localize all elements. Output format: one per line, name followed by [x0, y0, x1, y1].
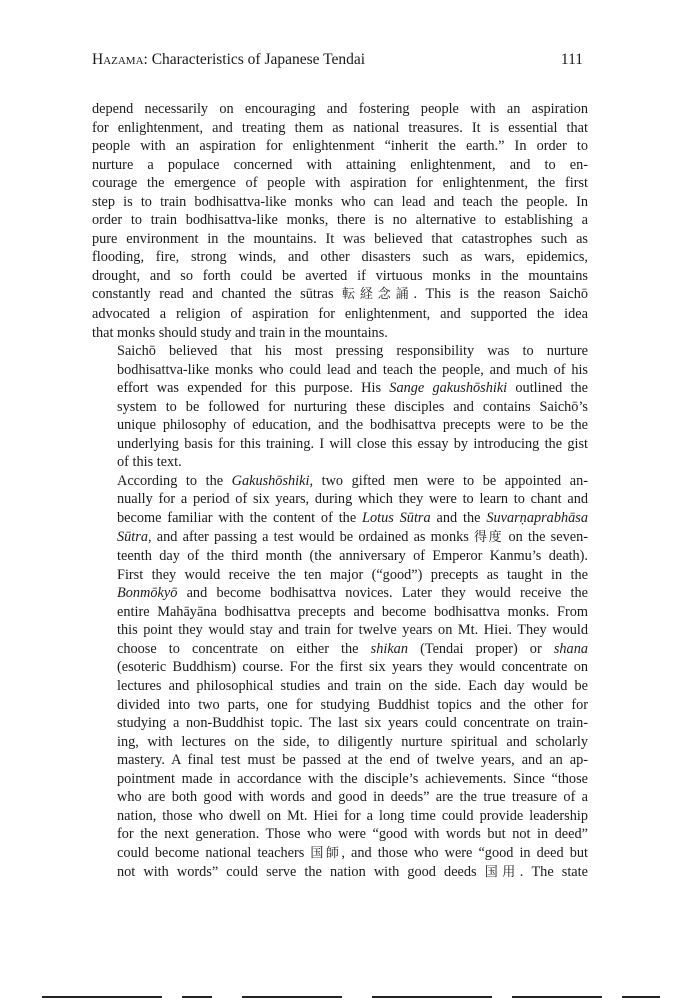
text-line: effort was expended for this purpose. His Sange gakushōshiki outlined the: [117, 380, 588, 397]
text-line: entire Mahāyāna bodhisattva precepts and become bodhisattva monks. From: [117, 603, 588, 620]
paragraph-3: [92, 472, 588, 883]
text-line: mastery. A final test must be passed at the end of twelve years, and an ap-: [117, 752, 588, 769]
text-line: According to the Gakushōshiki, two gifted men were to be appointed an-: [117, 472, 588, 489]
text-line: unique philosophy of education, and the bodhisattva precepts were to be the: [117, 417, 588, 434]
text-line: depend necessarily on encouraging and fostering people with an aspiration: [92, 101, 588, 117]
text-line: pure environment in the mountains. It was believed that catastrophes such as: [92, 230, 588, 247]
text-line: bodhisattva-like monks who could lead and teach the people, and much of his: [117, 361, 588, 378]
text-line: order to train bodhisattva-like monks, there is no alternative to establishing a: [92, 212, 588, 229]
text-line: for enlightenment, and treating them as national treasures. It is essential that: [92, 119, 588, 136]
text-line: advocated a religion of aspiration for enlightenment, and supported the idea: [92, 306, 588, 323]
paragraph-2: [92, 342, 588, 472]
text-line: who are both good with words and good in deeds” are the true treasure of a: [117, 789, 588, 806]
author-name: Hazama: [92, 51, 144, 68]
text-line: pointment made in accordance with the disciple’s achievements. Since “those: [117, 770, 588, 787]
text-line: become familiar with the content of the Lotus Sūtra and the Suvarṇaprabhāsa: [117, 510, 588, 527]
running-header: [92, 50, 583, 70]
text-line: this point they would stay and train for twelve years on Mt. Hiei. They would: [117, 622, 588, 639]
paragraph-1: [92, 100, 588, 342]
text-line: choose to concentrate on either the shikan (Tendai proper) or shana: [117, 640, 588, 657]
text-line: constantly read and chanted the sūtras 転経念誦. This is the reason Saichō: [92, 286, 588, 303]
text-line: underlying basis for this training. I will close this essay by introducing the gist: [117, 435, 588, 452]
text-line: studying a non-Buddhist topic. The last six years could concentrate on train-: [117, 715, 588, 732]
running-title: [92, 50, 365, 70]
text-line: Sūtra, and after passing a test would be ordained as monks 得度 on the seven-: [117, 528, 588, 545]
text-line: Bonmōkyō and become bodhisattva novices. Later they would receive the: [117, 585, 588, 602]
text-line: drought, and so forth could be averted if virtuous monks in the mountains: [92, 267, 588, 284]
article-title: : Characteristics of Japanese Tendai: [143, 51, 366, 68]
text-line: nually for a period of six years, during which they were to learn to chant and: [117, 491, 588, 508]
body-text: [92, 100, 588, 883]
text-line: flooding, fire, strong winds, and other disasters such as wars, epidemics,: [92, 249, 588, 266]
text-line: Saichō believed that his most pressing responsibility was to nurture: [117, 343, 588, 360]
text-line: not with words” could serve the nation with good deeds 国用. The state: [117, 864, 588, 881]
text-line: could become national teachers 国師, and those who were “good in deed but: [117, 844, 588, 861]
text-line: teenth day of the third month (the anniversary of Emperor Kanmu’s death).: [117, 548, 588, 565]
text-line: (esoteric Buddhism) course. For the first six years they would concentrate on: [117, 659, 588, 676]
text-line: people with an aspiration for enlightenment “inherit the earth.” In order to: [92, 138, 588, 155]
scan-edge-rule: [42, 996, 660, 998]
text-line: that monks should study and train in the mountains.: [92, 324, 388, 341]
text-line: step is to train bodhisattva-like monks who can lead and teach the people. In: [92, 193, 588, 210]
text-line: courage the emergence of people with aspiration for enlightenment, the first: [92, 175, 588, 192]
text-line: ing, with lectures on the side, to diligently nurture spiritual and scholarly: [117, 733, 588, 750]
text-line: nurture a populace concerned with attaining enlightenment, and to en-: [92, 156, 588, 173]
text-line: of this text.: [117, 454, 182, 471]
text-line: nation, those who dwell on Mt. Hiei for a long time could provide leadership: [117, 807, 588, 824]
text-line: for the next generation. Those who were “good with words but not in deed”: [117, 826, 588, 843]
text-line: First they would receive the ten major (“good”) precepts as taught in the: [117, 566, 588, 583]
text-line: lectures and philosophical studies and train on the side. Each day would be: [117, 677, 588, 694]
page-number: 111: [560, 51, 583, 68]
text-line: divided into two parts, one for studying Buddhist topics and the other for: [117, 696, 588, 713]
text-line: system to be followed for nurturing these disciples and contains Saichō’s: [117, 398, 588, 415]
